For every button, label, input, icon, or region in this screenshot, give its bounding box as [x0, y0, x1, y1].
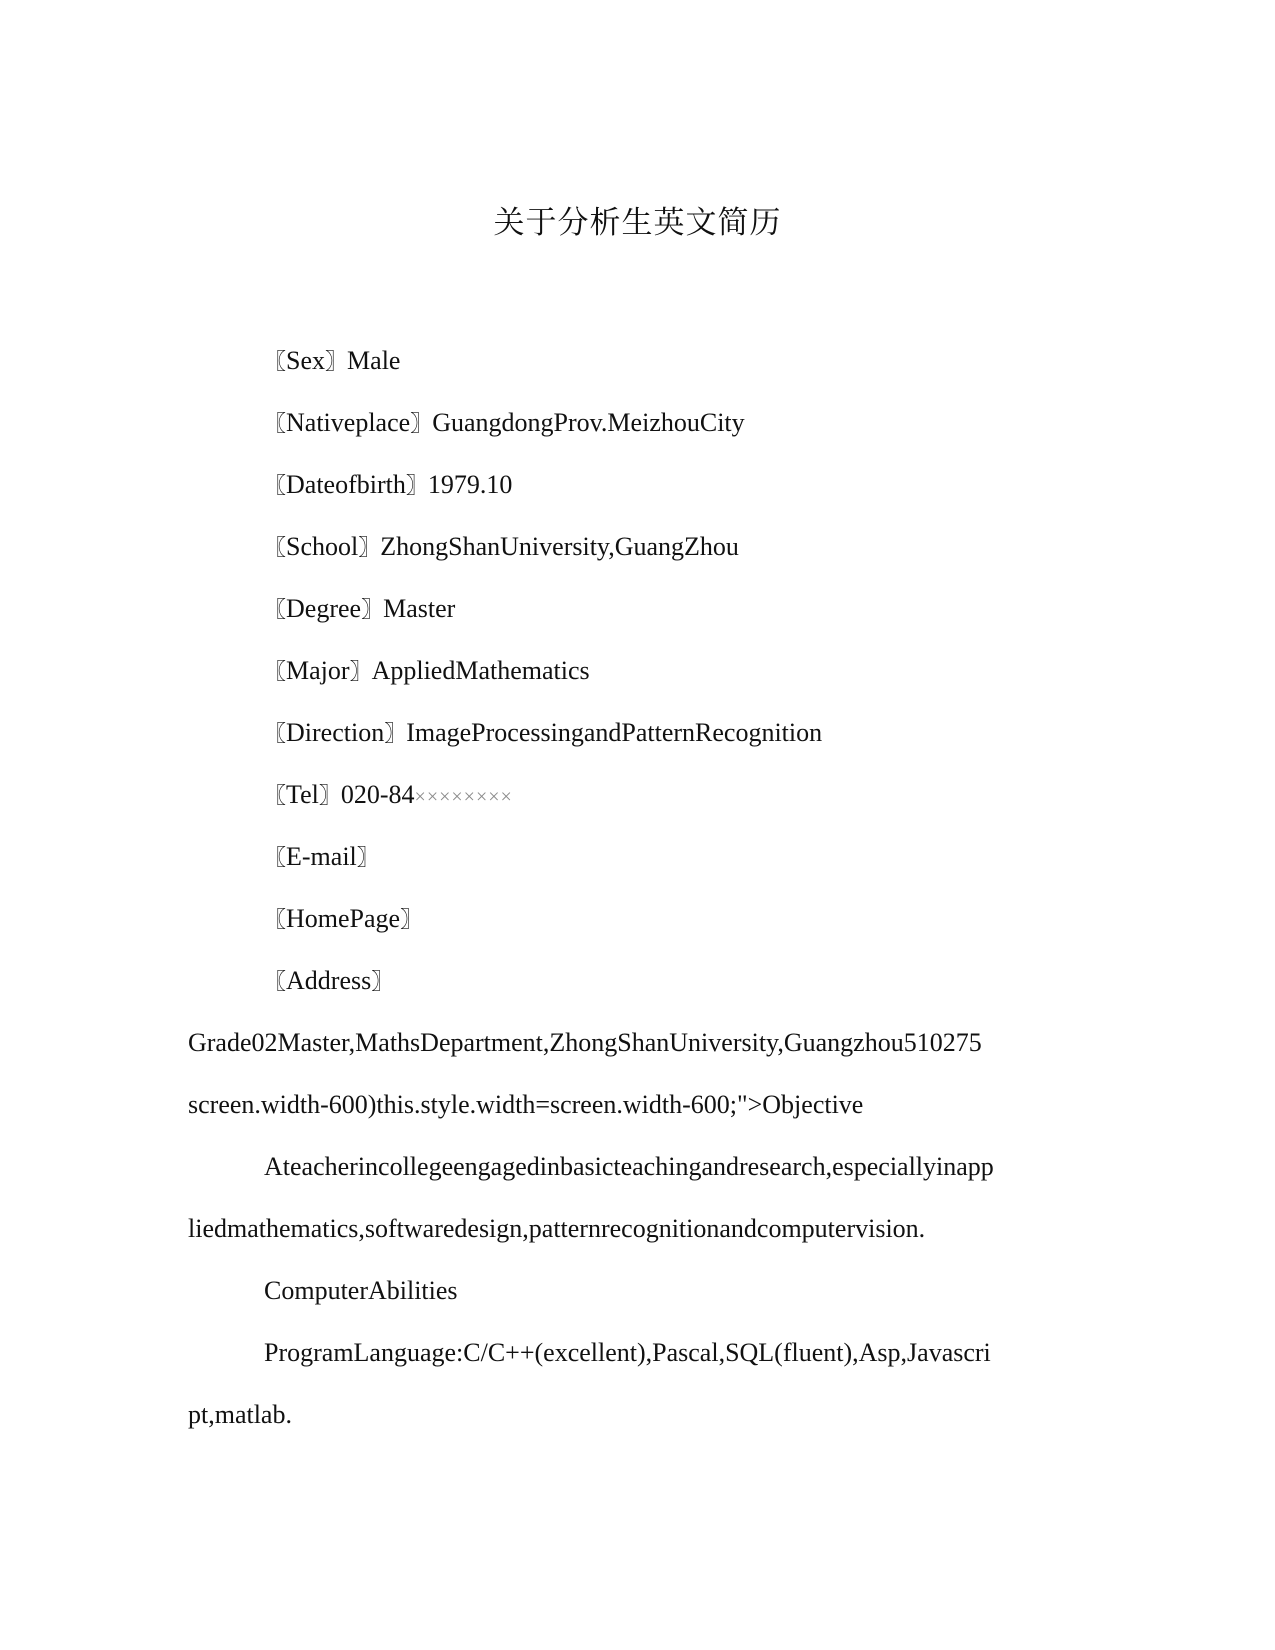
computer-abilities-line-1: ProgramLanguage:C/C++(excellent),Pascal,SQL(fluent),Asp,Javascri [264, 1338, 991, 1367]
objective-text-line-2: liedmathematics,softwaredesign,patternrecognitionandcomputervision. [188, 1214, 926, 1243]
resume-body [188, 330, 1088, 1446]
field-sex [188, 330, 1088, 392]
field-label: School [286, 532, 359, 561]
field-school [188, 516, 1088, 578]
field-label: HomePage [286, 904, 401, 933]
objective-text-line-1: Ateacherincollegeengagedinbasicteachingandresearch,especiallyinapp [264, 1152, 994, 1181]
bracket-close: 〗 [325, 350, 348, 375]
bracket-close: 〗 [349, 660, 372, 685]
bracket-close: 〗 [358, 536, 381, 561]
field-label: Sex [286, 346, 326, 375]
field-label: Address [286, 966, 372, 995]
bracket-close: 〗 [400, 908, 423, 933]
field-direction [188, 702, 1088, 764]
field-label: Tel [286, 780, 319, 809]
bracket-close: 〗 [371, 970, 394, 995]
bracket-open: 〖 [264, 660, 287, 685]
bracket-open: 〖 [264, 784, 287, 809]
bracket-open: 〖 [264, 908, 287, 933]
objective-heading-line: screen.width-600)this.style.width=screen.width-600;">Objective [188, 1090, 864, 1119]
field-value: AppliedMathematics [371, 656, 590, 685]
field-value: GuangdongProv.MeizhouCity [432, 408, 745, 437]
field-homepage [188, 888, 1088, 950]
field-address [188, 950, 1088, 1012]
field-label: Direction [286, 718, 385, 747]
field-dateofbirth [188, 454, 1088, 516]
bracket-open: 〖 [264, 846, 287, 871]
field-value: ZhongShanUniversity,GuangZhou [380, 532, 739, 561]
field-major [188, 640, 1088, 702]
field-label: Degree [286, 594, 362, 623]
field-value: Master [383, 594, 456, 623]
document-title: 关于分析生英文简历 [493, 205, 782, 241]
field-label: Major [286, 656, 350, 685]
field-label: E-mail [286, 842, 357, 871]
bracket-close: 〗 [356, 846, 379, 871]
field-value: ImageProcessingandPatternRecognition [406, 718, 823, 747]
bracket-open: 〖 [264, 970, 287, 995]
bracket-open: 〖 [264, 536, 287, 561]
address-line: Grade02Master,MathsDepartment,ZhongShanUniversity,Guangzhou510275 [188, 1028, 982, 1057]
field-value: 1979.10 [427, 470, 513, 499]
bracket-open: 〖 [264, 474, 287, 499]
field-label: Nativeplace [286, 408, 411, 437]
bracket-open: 〖 [264, 722, 287, 747]
bracket-open: 〖 [264, 350, 287, 375]
field-email [188, 826, 1088, 888]
bracket-open: 〖 [264, 412, 287, 437]
bracket-close: 〗 [384, 722, 407, 747]
bracket-open: 〖 [264, 598, 287, 623]
field-degree [188, 578, 1088, 640]
computer-abilities-line-2: pt,matlab. [188, 1400, 292, 1429]
bracket-close: 〗 [405, 474, 428, 499]
masked-digits: ×××××××× [414, 786, 513, 808]
bracket-close: 〗 [410, 412, 433, 437]
bracket-close: 〗 [361, 598, 384, 623]
bracket-close: 〗 [318, 784, 341, 809]
field-value: Male [347, 346, 401, 375]
field-value: 020-84 [340, 780, 415, 809]
field-label: Dateofbirth [286, 470, 406, 499]
field-nativeplace [188, 392, 1088, 454]
field-tel [188, 764, 1088, 826]
computer-abilities-heading: ComputerAbilities [264, 1276, 458, 1305]
